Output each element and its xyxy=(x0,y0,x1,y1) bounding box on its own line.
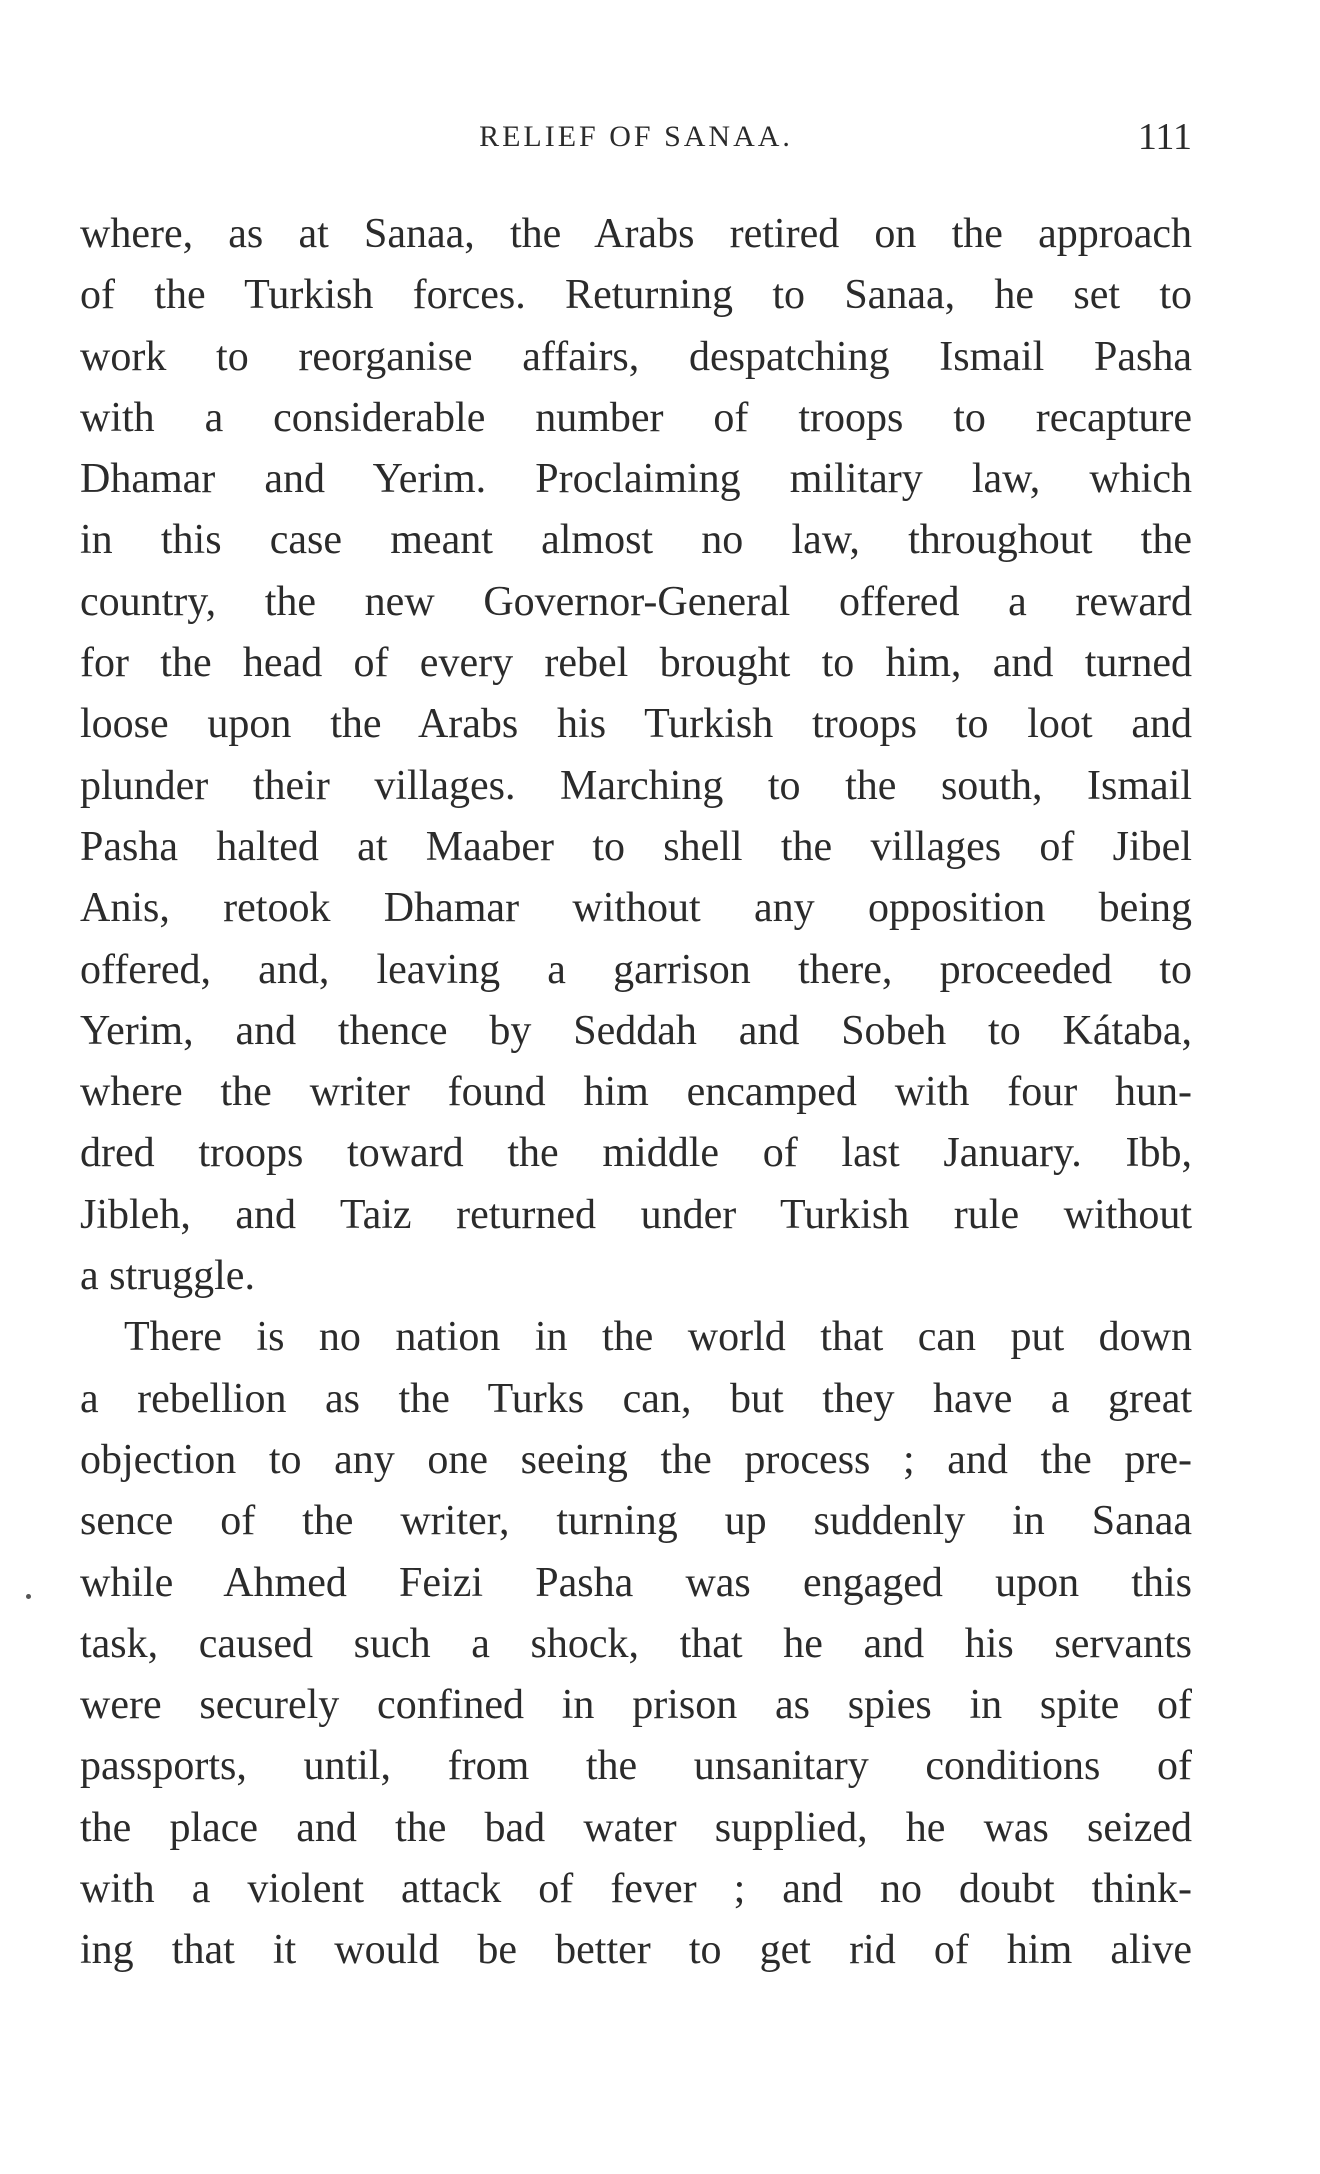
text-line: the place and the bad water supplied, he was seized xyxy=(80,1804,1192,1851)
text-line: task, caused such a shock, that he and his servants xyxy=(80,1620,1192,1667)
text-line: loose upon the Arabs his Turkish troops to loot and xyxy=(80,701,1192,748)
text-line: where, as at Sanaa, the Arabs retired on the approach xyxy=(80,211,1192,257)
text-line: where the writer found him encamped with four hun- xyxy=(80,1069,1192,1116)
text-line: of the Turkish forces. Returning to Sanaa, he set to xyxy=(80,272,1192,319)
body-text xyxy=(80,204,1192,1982)
text-line: a struggle. xyxy=(80,1253,255,1300)
text-line: ing that it would be better to get rid of him alive xyxy=(80,1927,1192,1974)
text-line: a rebellion as the Turks can, but they have a great xyxy=(80,1375,1192,1422)
text-line: were securely confined in prison as spies in spite of xyxy=(80,1682,1192,1729)
page-number: 111 xyxy=(1137,116,1192,158)
text-line: offered, and, leaving a garrison there, proceeded to xyxy=(80,946,1192,993)
text-line: Yerim, and thence by Seddah and Sobeh to Kátaba, xyxy=(80,1007,1192,1054)
margin-mark xyxy=(26,1594,31,1599)
text-line: dred troops toward the middle of last January. Ibb, xyxy=(80,1130,1192,1177)
paragraph-2 xyxy=(80,1307,1192,1981)
text-line: passports, until, from the unsanitary conditions of xyxy=(80,1743,1192,1790)
text-line: in this case meant almost no law, throughout the xyxy=(80,517,1192,564)
text-line: while Ahmed Feizi Pasha was engaged upon this xyxy=(80,1559,1192,1606)
text-line: sence of the writer, turning up suddenly in Sanaa xyxy=(80,1498,1192,1545)
text-line: objection to any one seeing the process ; and the pre- xyxy=(80,1436,1192,1483)
text-line: with a violent attack of fever ; and no doubt think- xyxy=(80,1866,1192,1913)
text-line: Anis, retook Dhamar without any opposition being xyxy=(80,885,1192,932)
text-line: plunder their villages. Marching to the south, Ismail xyxy=(80,762,1192,809)
text-line: work to reorganise affairs, despatching Ismail Pasha xyxy=(80,333,1192,380)
text-line: for the head of every rebel brought to him, and turned xyxy=(80,640,1192,687)
text-line: country, the new Governor-General offered a reward xyxy=(80,578,1192,625)
text-line: There is no nation in the world that can put down xyxy=(124,1314,1192,1361)
text-line: Jibleh, and Taiz returned under Turkish rule without xyxy=(80,1191,1192,1238)
text-line: with a considerable number of troops to recapture xyxy=(80,394,1192,441)
running-title: RELIEF OF SANAA. xyxy=(479,120,793,153)
text-line: Pasha halted at Maaber to shell the villages of Jibel xyxy=(80,823,1192,870)
paragraph-1 xyxy=(80,204,1192,1307)
text-line: Dhamar and Yerim. Proclaiming military law, which xyxy=(80,456,1192,503)
running-header xyxy=(80,112,1192,162)
